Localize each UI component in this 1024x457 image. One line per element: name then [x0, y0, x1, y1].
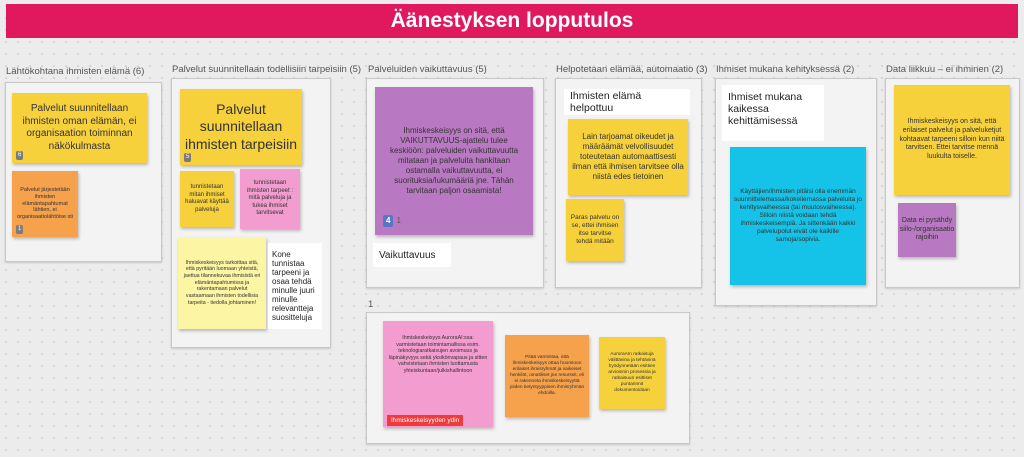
column-title-palvelut[interactable]: Palvelut suunnitellaan todellisiin tarpeisiin (5) [172, 64, 362, 75]
note-text: Käyttäjien/ihmisten pitäisi olla enemmän suunnittelemassa/kokeilemassa palveluita jo kehitysvaiheessa (tai muutosvaiheessa). Silloin niistä voidaan tehdä ihmiskeskeisempiä. Ja sittenkään kaikki palvelupolut eivät ole kaikille samoja/sopivia. [734, 187, 862, 244]
note-text: Lain tarjoamat oikeudet ja määräämät velvollisuudet toteutetaan automaattisesti ilman että ihmisen tarvitsee olla niistä edes tietoinen [572, 132, 684, 181]
text-card[interactable] [373, 243, 451, 267]
vote-count-badge: 1 [16, 225, 23, 235]
text-card[interactable] [268, 243, 322, 329]
sticky-note-orange[interactable] [505, 335, 589, 417]
sticky-note-b[interactable] [240, 169, 300, 229]
frame-vaikuttavuus[interactable] [366, 78, 544, 288]
sticky-note-c[interactable] [178, 237, 266, 329]
sticky-note-main[interactable] [180, 89, 302, 165]
sticky-note-sub[interactable] [12, 171, 78, 237]
note-text: AuroraAIn ratkaisuja välittävina ja tehtävinä hyödynnetään esittien arvioinnin prosessia ja ratkaisuun esittiset puntarinnit dokumentoidaan [608, 352, 656, 393]
card-text: Kone tunnistaa tarpeeni ja osaa tehdä minulle juuri minulle relevantteja suositteluja [272, 250, 315, 322]
note-text: Ihmiskeskeisyys tarkoittaa sitä, että pyritään luomaan yhteistä, jaettua tilannekuvaa ihmisistä eri elämäntapahtumissa ja rakentamaan palvelut vastaamaan ihmisten todellisia tarpeita - tiedolla johtaminen! [183, 259, 261, 306]
column-title-lahtokohta[interactable]: Lähtökohtana ihmisten elämä (6) [6, 66, 145, 77]
card-text: Vaikuttavuus [379, 249, 436, 261]
column-title-vaikuttavuus[interactable]: Palveluiden vaikuttavuus (5) [368, 64, 487, 75]
vote-count-badge: 5 [184, 153, 191, 163]
sticky-note-sub[interactable] [898, 203, 956, 257]
vote-count-extra: 1 [396, 216, 401, 225]
text-card[interactable] [722, 85, 824, 141]
note-text: tunnistetaan ihmisten tarpeet : mitä palveluja ja tukea ihmiset tarvitsevat [246, 180, 294, 217]
frame-lahtokohta[interactable] [5, 82, 162, 262]
vote-count-badge: 4 [383, 215, 393, 227]
sticky-note-main[interactable] [568, 119, 688, 195]
card-text: Ihmisten elämä helpottuu [570, 90, 642, 114]
note-text: Ihmiskeskeisyys on sitä, että VAIKUTTAVUUS-ajattelu tulee keskiöön: palveluiden vaikuttavuutta mitataan ja palveluita hankitaan ostamalla vaikuttavuutta, ei suorituksia/lukumääriä jne. Tähän tarvitaan paljon osaamista! [389, 126, 519, 195]
sticky-note-main[interactable] [730, 147, 866, 285]
sticky-note-main[interactable] [375, 87, 533, 235]
column-title-automaatio[interactable]: Helpotetaan elämää, automaatio (3) [556, 64, 708, 75]
frame-data[interactable] [885, 78, 1020, 288]
note-text: Palvelut suunnitellaan ihmisten tarpeisiin [184, 100, 298, 152]
note-text: Data ei pysähdy siilo-/organisaatio rajoihin [899, 216, 955, 242]
frame-section-1[interactable] [366, 312, 690, 444]
results-banner: Äänestyksen lopputulos [6, 4, 1018, 38]
frame-palvelut[interactable] [171, 78, 331, 348]
note-text: Ihmiskeskeisyys AuroraAI:ssa: varmistetaan toimintamallissa esim. teknologiaratkaisujen avoimuus ja läpinäkyvyys sekä yksikönvapaus ja sitten vahvistetaan ihmisten luottamusta yhteiskuntaan/julkishallintoon [388, 335, 488, 375]
sticky-note-a[interactable] [180, 171, 234, 227]
text-card[interactable] [564, 89, 690, 115]
column-title-kehitys[interactable]: Ihmiset mukana kehityksessä (2) [716, 64, 855, 75]
frame-automaatio[interactable] [555, 78, 702, 288]
column-title-data[interactable]: Data liikkuu – ei ihminen (2) [886, 64, 1004, 75]
sticky-note-main[interactable] [894, 85, 1010, 195]
vote-indicator [383, 215, 401, 227]
sticky-note-pink[interactable] [383, 321, 493, 427]
note-text: tunnistetaan mitan ihmiset haluavat käyttää palveluja [185, 184, 229, 213]
note-text: Ihmiskeskeisyys on sitä, että erilaiset palvelut ja palveluketjut kohtaavat tarpeeni silloin kun niitä tarvitsen. Ettei tarvitse mennä luukulta toiselle. [899, 118, 1005, 161]
note-text: Palvelut suunnitellaan ihmisten oman elämän, ei organisaation toiminnan näkökulmasta [22, 103, 137, 152]
sticky-note-sub[interactable] [566, 199, 624, 261]
section-label: 1 [368, 299, 374, 310]
tag-label[interactable]: Ihmiskeskeisyyden ydin [387, 415, 463, 426]
card-text: Ihmiset mukana kaikessa kehittämisessä [728, 91, 803, 127]
sticky-note-main[interactable] [12, 93, 147, 163]
vote-count-badge: 6 [16, 151, 23, 161]
note-text: Paras palvelu on se, ettei ihmisen itse tarvitse tehdä mitään [570, 213, 620, 246]
frame-kehitys[interactable] [715, 78, 877, 306]
note-text: Palvelut järjestetään ihmisten elämäntapahtumat lähtien, ei organisaatiolähtöise sti [17, 186, 73, 221]
note-text: Pitää varmistaa, että ihmiskeskeisyys ottaa huomioon erilaiset ihmisryhmät ja vaikeiset henkilöt, omatiliset jne resurssit, eli ei rakenneta ihmiskeskeisyyttä joiden tietyntyyppisen ihmisryhmän ehdoilla. [509, 355, 585, 396]
sticky-note-yellow[interactable] [599, 337, 665, 409]
